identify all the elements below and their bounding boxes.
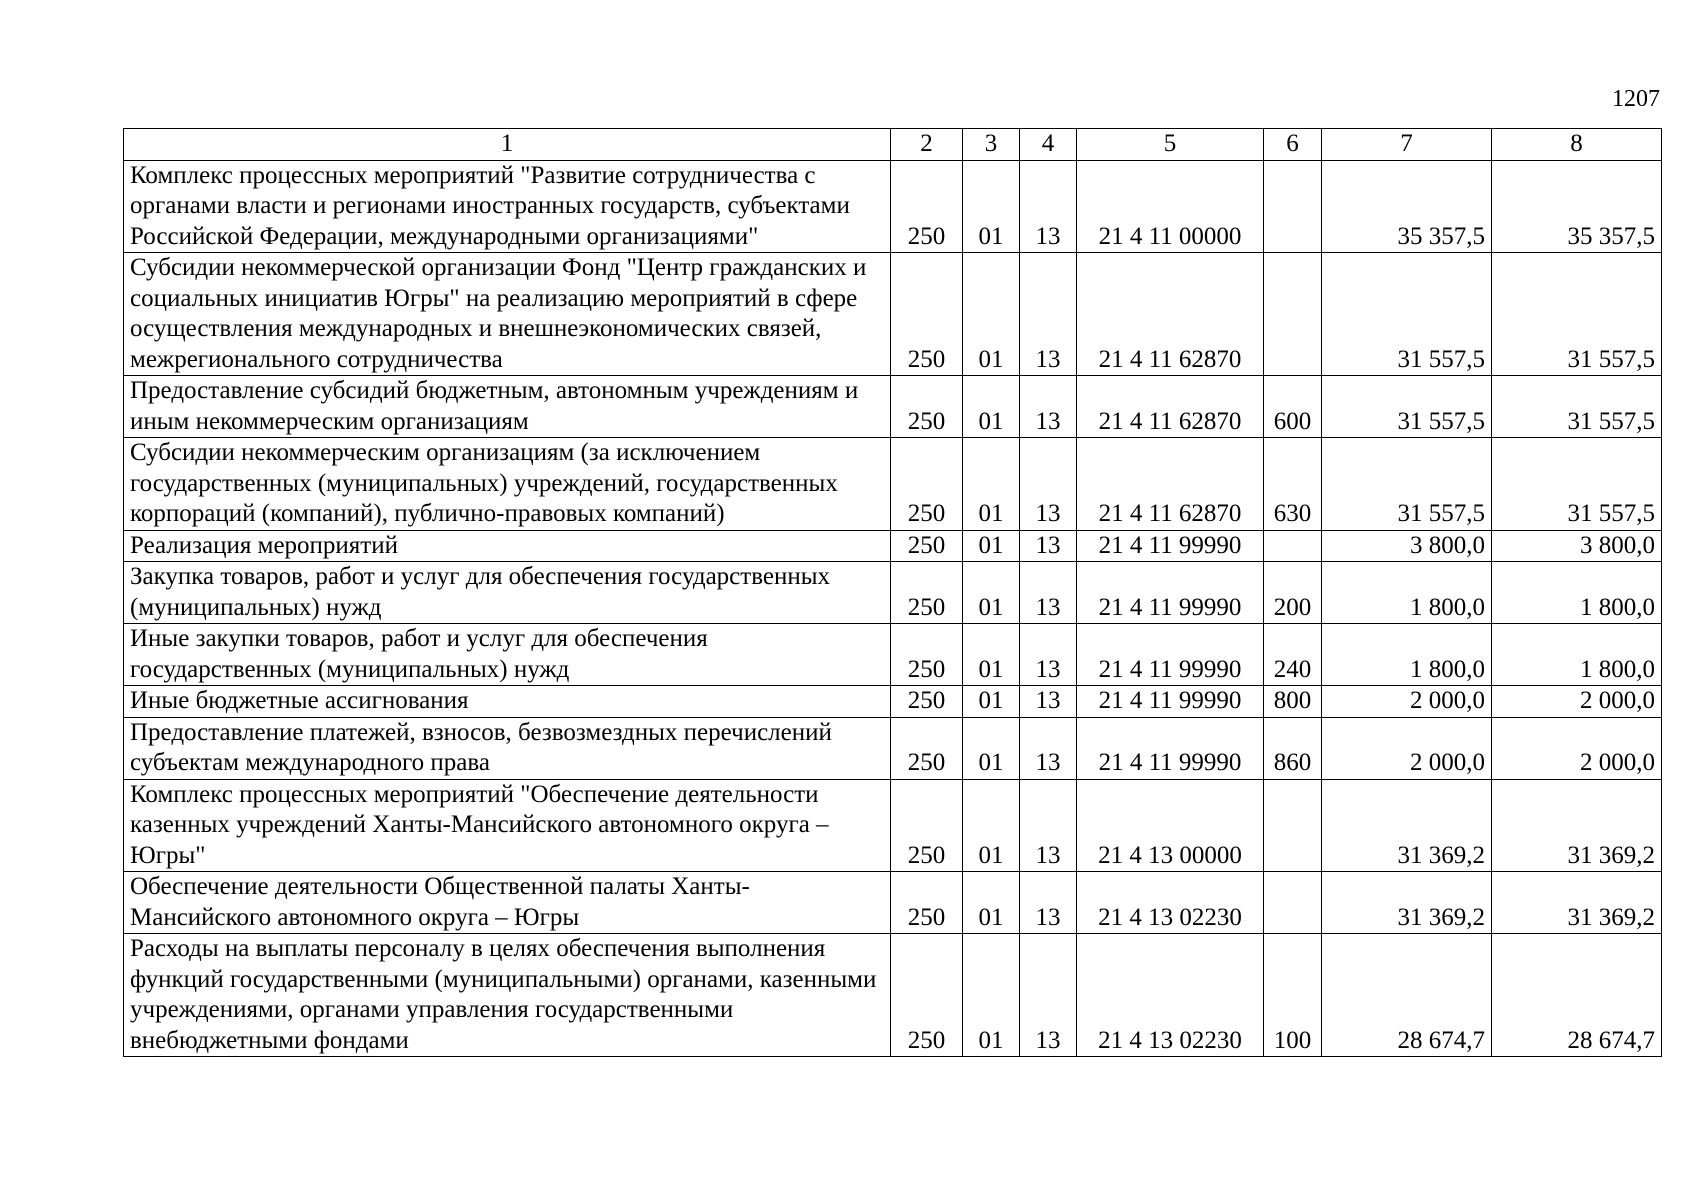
row-subsection-cell: 13 [1020,872,1077,934]
row-code-cell: 250 [891,779,963,872]
row-name-cell: Закупка товаров, работ и услуг для обеспечения государственных (муниципальных) нужд [124,562,891,624]
header-cell: 8 [1492,129,1662,161]
row-expense-type-cell [1264,253,1322,376]
row-code-cell: 250 [891,438,963,531]
row-amount-cell: 3 800,0 [1492,530,1662,562]
row-amount-cell: 2 000,0 [1322,686,1492,718]
row-amount-cell: 1 800,0 [1492,624,1662,686]
row-subsection-cell: 13 [1020,438,1077,531]
row-section-cell: 01 [963,530,1020,562]
page-number: 1207 [1612,86,1660,112]
row-code-cell: 250 [891,624,963,686]
header-cell: 1 [124,129,891,161]
row-amount-cell: 31 557,5 [1492,438,1662,531]
row-amount-cell: 28 674,7 [1322,934,1492,1057]
row-section-cell: 01 [963,376,1020,438]
row-target-article-cell: 21 4 11 00000 [1077,160,1264,253]
row-name-cell: Иные бюджетные ассигнования [124,686,891,718]
budget-table [123,128,1662,1057]
row-section-cell: 01 [963,934,1020,1057]
row-subsection-cell: 13 [1020,779,1077,872]
table-row [124,376,1662,438]
row-section-cell: 01 [963,160,1020,253]
table-row [124,253,1662,376]
row-amount-cell: 2 000,0 [1322,717,1492,779]
row-subsection-cell: 13 [1020,562,1077,624]
row-target-article-cell: 21 4 11 99990 [1077,624,1264,686]
table-row [124,872,1662,934]
table-row [124,562,1662,624]
row-amount-cell: 31 369,2 [1492,779,1662,872]
row-subsection-cell: 13 [1020,253,1077,376]
row-target-article-cell: 21 4 11 99990 [1077,717,1264,779]
row-code-cell: 250 [891,872,963,934]
row-amount-cell: 31 557,5 [1322,376,1492,438]
table-row [124,438,1662,531]
row-name-cell: Реализация мероприятий [124,530,891,562]
row-code-cell: 250 [891,717,963,779]
row-amount-cell: 31 369,2 [1492,872,1662,934]
row-expense-type-cell: 240 [1264,624,1322,686]
row-subsection-cell: 13 [1020,717,1077,779]
row-amount-cell: 31 557,5 [1322,253,1492,376]
row-name-cell: Субсидии некоммерческой организации Фонд "Центр гражданских и социальных инициатив Югры" на реализацию мероприятий в сфере осуществления международных и внешнеэкономических связей, межрегионального сотрудничества [124,253,891,376]
row-subsection-cell: 13 [1020,376,1077,438]
header-row [124,129,1662,161]
row-target-article-cell: 21 4 11 99990 [1077,530,1264,562]
row-amount-cell: 1 800,0 [1322,562,1492,624]
row-name-cell: Предоставление платежей, взносов, безвозмездных перечислений субъектам международного права [124,717,891,779]
row-code-cell: 250 [891,934,963,1057]
row-subsection-cell: 13 [1020,624,1077,686]
row-target-article-cell: 21 4 11 99990 [1077,562,1264,624]
row-target-article-cell: 21 4 11 62870 [1077,376,1264,438]
row-code-cell: 250 [891,686,963,718]
row-code-cell: 250 [891,376,963,438]
row-section-cell: 01 [963,686,1020,718]
row-expense-type-cell: 100 [1264,934,1322,1057]
row-name-cell: Иные закупки товаров, работ и услуг для обеспечения государственных (муниципальных) нужд [124,624,891,686]
row-expense-type-cell: 630 [1264,438,1322,531]
row-target-article-cell: 21 4 13 02230 [1077,934,1264,1057]
row-target-article-cell: 21 4 13 02230 [1077,872,1264,934]
table-row [124,530,1662,562]
row-subsection-cell: 13 [1020,934,1077,1057]
row-amount-cell: 2 000,0 [1492,717,1662,779]
row-expense-type-cell [1264,779,1322,872]
row-amount-cell: 28 674,7 [1492,934,1662,1057]
row-name-cell: Расходы на выплаты персоналу в целях обеспечения выполнения функций государственными (муниципальными) органами, казенными учреждениями, органами управления государственными внебюджетными фондами [124,934,891,1057]
row-expense-type-cell: 800 [1264,686,1322,718]
row-target-article-cell: 21 4 11 62870 [1077,253,1264,376]
table-row [124,160,1662,253]
row-section-cell: 01 [963,717,1020,779]
row-code-cell: 250 [891,530,963,562]
row-section-cell: 01 [963,562,1020,624]
row-section-cell: 01 [963,779,1020,872]
table-row [124,686,1662,718]
row-expense-type-cell: 600 [1264,376,1322,438]
header-cell: 4 [1020,129,1077,161]
row-target-article-cell: 21 4 13 00000 [1077,779,1264,872]
row-name-cell: Предоставление субсидий бюджетным, автономным учреждениям и иным некоммерческим организациям [124,376,891,438]
header-cell: 5 [1077,129,1264,161]
row-amount-cell: 31 369,2 [1322,779,1492,872]
table-row [124,779,1662,872]
row-amount-cell: 35 357,5 [1322,160,1492,253]
row-expense-type-cell: 860 [1264,717,1322,779]
row-section-cell: 01 [963,624,1020,686]
row-amount-cell: 31 557,5 [1492,253,1662,376]
row-section-cell: 01 [963,872,1020,934]
row-target-article-cell: 21 4 11 62870 [1077,438,1264,531]
row-amount-cell: 3 800,0 [1322,530,1492,562]
row-section-cell: 01 [963,438,1020,531]
row-amount-cell: 31 369,2 [1322,872,1492,934]
row-expense-type-cell [1264,872,1322,934]
row-subsection-cell: 13 [1020,686,1077,718]
row-name-cell: Комплекс процессных мероприятий "Обеспечение деятельности казенных учреждений Ханты-Мансийского автономного округа – Югры" [124,779,891,872]
row-amount-cell: 1 800,0 [1322,624,1492,686]
row-section-cell: 01 [963,253,1020,376]
row-amount-cell: 31 557,5 [1322,438,1492,531]
table-row [124,624,1662,686]
row-code-cell: 250 [891,160,963,253]
row-name-cell: Обеспечение деятельности Общественной палаты Ханты-Мансийского автономного округа – Югры [124,872,891,934]
row-amount-cell: 35 357,5 [1492,160,1662,253]
header-cell: 7 [1322,129,1492,161]
row-name-cell: Комплекс процессных мероприятий "Развитие сотрудничества с органами власти и регионами иностранных государств, субъектами Российской Федерации, международными организациями" [124,160,891,253]
row-name-cell: Субсидии некоммерческим организациям (за исключением государственных (муниципальных) учреждений, государственных корпораций (компаний), публично-правовых компаний) [124,438,891,531]
row-subsection-cell: 13 [1020,530,1077,562]
header-cell: 2 [891,129,963,161]
header-cell: 6 [1264,129,1322,161]
header-cell: 3 [963,129,1020,161]
row-subsection-cell: 13 [1020,160,1077,253]
row-code-cell: 250 [891,253,963,376]
row-amount-cell: 2 000,0 [1492,686,1662,718]
row-target-article-cell: 21 4 11 99990 [1077,686,1264,718]
row-expense-type-cell [1264,160,1322,253]
row-amount-cell: 1 800,0 [1492,562,1662,624]
table-row [124,934,1662,1057]
row-amount-cell: 31 557,5 [1492,376,1662,438]
row-expense-type-cell: 200 [1264,562,1322,624]
row-code-cell: 250 [891,562,963,624]
table-row [124,717,1662,779]
row-expense-type-cell [1264,530,1322,562]
